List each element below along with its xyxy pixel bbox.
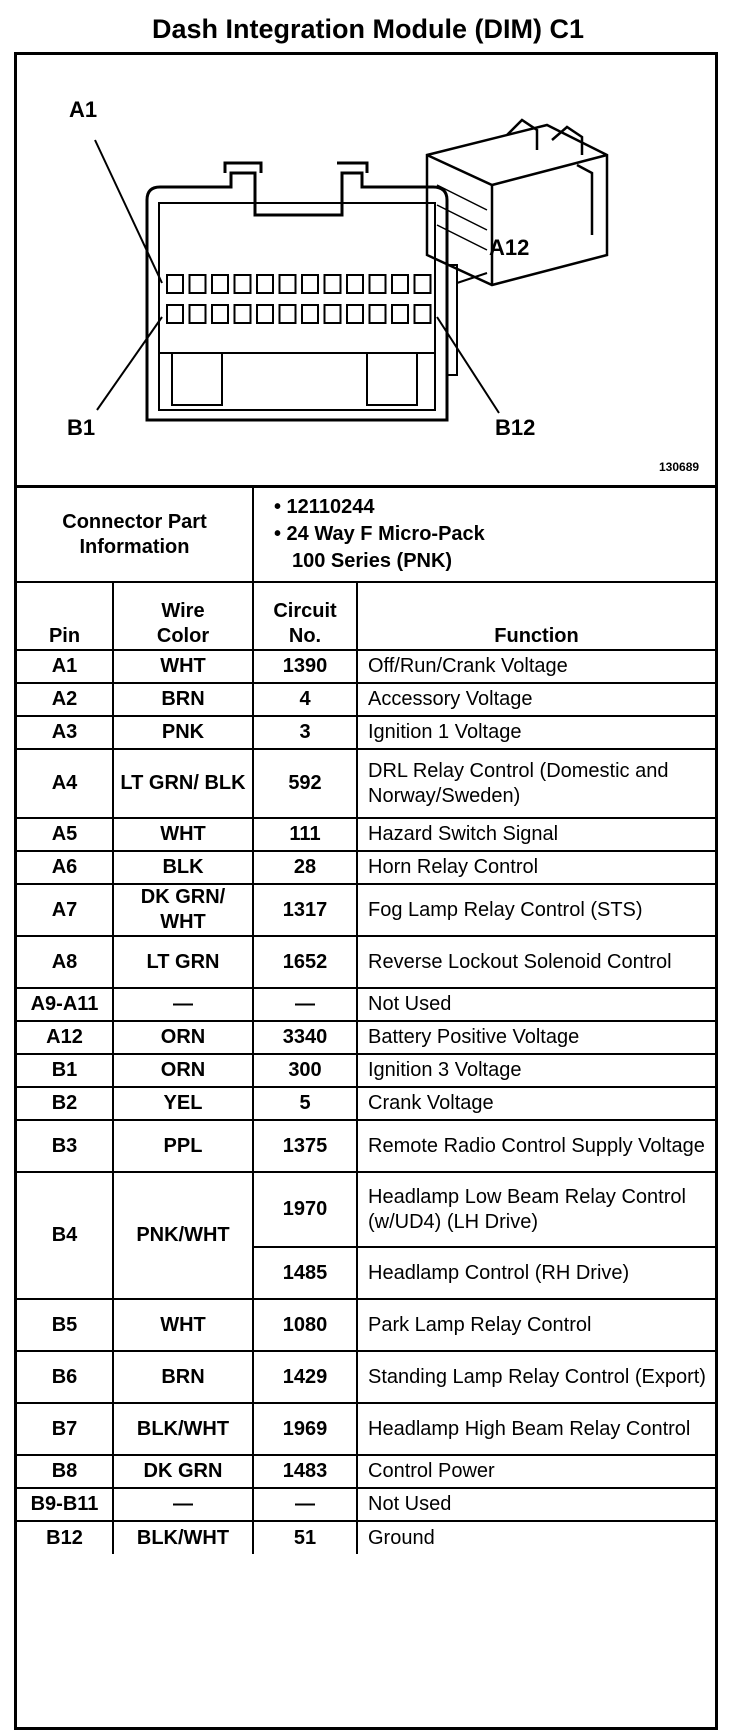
circuit-cell: 3340	[253, 1021, 357, 1054]
function-cell: Battery Positive Voltage	[357, 1021, 715, 1054]
connector-info-row	[17, 488, 715, 582]
cavity-b9	[347, 305, 363, 323]
wire-color-cell: PNK	[113, 716, 253, 749]
part-number: • 12110244	[274, 496, 375, 518]
table-row	[17, 749, 715, 818]
cavity-a11	[392, 275, 408, 293]
wire-color-cell: PPL	[113, 1120, 253, 1172]
circuit-cell: 1317	[253, 884, 357, 936]
pin-cell: A8	[17, 936, 113, 988]
cavity-a3	[212, 275, 228, 293]
function-cell: Control Power	[357, 1455, 715, 1488]
pin-cell: A1	[17, 650, 113, 683]
connector-label-line1: Connector Part	[62, 510, 207, 533]
connector-series: 100 Series (PNK)	[292, 550, 453, 572]
cavity-b10	[370, 305, 386, 323]
table-row	[17, 1120, 715, 1172]
cavity-b2	[190, 305, 206, 323]
function-cell: Standing Lamp Relay Control (Export)	[357, 1351, 715, 1403]
table-row	[17, 1403, 715, 1455]
cavity-b12	[415, 305, 431, 323]
pin-cell: B1	[17, 1054, 113, 1087]
function-cell: Fog Lamp Relay Control (STS)	[357, 884, 715, 936]
function-cell: Remote Radio Control Supply Voltage	[357, 1120, 715, 1172]
header-function: Function	[357, 582, 715, 650]
wire-color-cell: WHT	[113, 650, 253, 683]
label-b1: B1	[67, 415, 96, 440]
wire-color-cell: ORN	[113, 1021, 253, 1054]
function-cell: Crank Voltage	[357, 1087, 715, 1120]
circuit-cell: 1970	[253, 1172, 357, 1247]
circuit-cell: 51	[253, 1521, 357, 1554]
function-cell: Horn Relay Control	[357, 851, 715, 884]
wire-color-cell: BRN	[113, 1351, 253, 1403]
cavity-b6	[280, 305, 296, 323]
pin-cell: A12	[17, 1021, 113, 1054]
wire-color-cell: —	[113, 988, 253, 1021]
circuit-cell: 1652	[253, 936, 357, 988]
circuit-cell: 3	[253, 716, 357, 749]
wire-color-cell: BLK/WHT	[113, 1521, 253, 1554]
pin-cell: B8	[17, 1455, 113, 1488]
wire-color-cell: LT GRN/ BLK	[113, 749, 253, 818]
function-cell: Headlamp Low Beam Relay Control (w/UD4) (LH Drive)	[357, 1172, 715, 1247]
function-cell: Hazard Switch Signal	[357, 818, 715, 851]
wire-color-cell: WHT	[113, 1299, 253, 1351]
cavity-a7	[302, 275, 318, 293]
cavity-a9	[347, 275, 363, 293]
circuit-cell: 1375	[253, 1120, 357, 1172]
function-cell: Ignition 1 Voltage	[357, 716, 715, 749]
table-row	[17, 1021, 715, 1054]
connector-type: • 24 Way F Micro-Pack	[274, 523, 485, 545]
circuit-cell: 1485	[253, 1247, 357, 1299]
table-row	[17, 1455, 715, 1488]
wire-color-cell: YEL	[113, 1087, 253, 1120]
pin-cell: B9-B11	[17, 1488, 113, 1521]
pin-cell: B12	[17, 1521, 113, 1554]
table-row	[17, 1521, 715, 1554]
header-pin: Pin	[17, 582, 113, 650]
pin-cell: B7	[17, 1403, 113, 1455]
cavity-a8	[325, 275, 341, 293]
connector-part-info	[253, 488, 715, 582]
table-row	[17, 650, 715, 683]
table-row	[17, 884, 715, 936]
header-wire-color: Wire Color	[113, 582, 253, 650]
circuit-cell: 1483	[253, 1455, 357, 1488]
wire-color-cell: BLK	[113, 851, 253, 884]
wire-color-cell: BLK/WHT	[113, 1403, 253, 1455]
cavity-b7	[302, 305, 318, 323]
circuit-cell: 1390	[253, 650, 357, 683]
cavity-a5	[257, 275, 273, 293]
circuit-cell: —	[253, 988, 357, 1021]
pin-cell: A6	[17, 851, 113, 884]
circuit-cell: 300	[253, 1054, 357, 1087]
function-cell: Not Used	[357, 1488, 715, 1521]
pin-cell: B3	[17, 1120, 113, 1172]
pin-cell: B2	[17, 1087, 113, 1120]
connector-body-outline	[147, 173, 447, 420]
cavity-b8	[325, 305, 341, 323]
function-cell: Ground	[357, 1521, 715, 1554]
cavity-a2	[190, 275, 206, 293]
cavity-b4	[235, 305, 251, 323]
wire-color-cell: ORN	[113, 1054, 253, 1087]
wire-color-cell: DK GRN	[113, 1455, 253, 1488]
table-row	[17, 716, 715, 749]
wire-color-cell: LT GRN	[113, 936, 253, 988]
label-a1: A1	[69, 97, 98, 122]
table-row	[17, 851, 715, 884]
cavity-b11	[392, 305, 408, 323]
pin-cell: A9-A11	[17, 988, 113, 1021]
wire-color-cell: —	[113, 1488, 253, 1521]
label-a12: A12	[489, 235, 530, 260]
table-row	[17, 1299, 715, 1351]
connector-inner-outline	[159, 203, 435, 410]
table-row	[17, 1087, 715, 1120]
circuit-cell: 5	[253, 1087, 357, 1120]
pin-cell: A5	[17, 818, 113, 851]
circuit-cell: 1429	[253, 1351, 357, 1403]
pin-cell: B5	[17, 1299, 113, 1351]
cavity-a10	[370, 275, 386, 293]
circuit-cell: 592	[253, 749, 357, 818]
function-cell: Headlamp Control (RH Drive)	[357, 1247, 715, 1299]
table-row	[17, 1054, 715, 1087]
function-cell: Ignition 3 Voltage	[357, 1054, 715, 1087]
connector-label-line2: Information	[79, 535, 190, 558]
table-row	[17, 1172, 715, 1247]
pinout-table	[17, 488, 715, 1554]
wire-color-cell: DK GRN/ WHT	[113, 884, 253, 936]
cavity-b1	[167, 305, 183, 323]
table-row	[17, 936, 715, 988]
pin-cell: B4	[17, 1172, 113, 1299]
circuit-cell: 111	[253, 818, 357, 851]
pin-cell: A3	[17, 716, 113, 749]
document-frame	[14, 52, 718, 1730]
cavity-a4	[235, 275, 251, 293]
pin-cell: A7	[17, 884, 113, 936]
function-cell: Off/Run/Crank Voltage	[357, 650, 715, 683]
cavity-a1	[167, 275, 183, 293]
page-title: Dash Integration Module (DIM) C1	[152, 14, 584, 44]
function-cell: Park Lamp Relay Control	[357, 1299, 715, 1351]
pin-cell: B6	[17, 1351, 113, 1403]
label-b12: B12	[495, 415, 536, 440]
cavity-b5	[257, 305, 273, 323]
figure-id: 130689	[659, 460, 700, 474]
wire-color-cell: WHT	[113, 818, 253, 851]
wire-color-cell: PNK/WHT	[113, 1172, 253, 1299]
table-row	[17, 988, 715, 1021]
connector-diagram	[17, 55, 715, 488]
pin-cell: A4	[17, 749, 113, 818]
circuit-cell: 4	[253, 683, 357, 716]
function-cell: Headlamp High Beam Relay Control	[357, 1403, 715, 1455]
circuit-cell: —	[253, 1488, 357, 1521]
header-circuit: Circuit No.	[253, 582, 357, 650]
function-cell: Not Used	[357, 988, 715, 1021]
pin-cell: A2	[17, 683, 113, 716]
header-row	[17, 582, 715, 650]
wire-color-cell: BRN	[113, 683, 253, 716]
function-cell: Reverse Lockout Solenoid Control	[357, 936, 715, 988]
cavity-b3	[212, 305, 228, 323]
table-row	[17, 1351, 715, 1403]
cavity-a6	[280, 275, 296, 293]
connector-part-label	[17, 488, 253, 582]
circuit-cell: 28	[253, 851, 357, 884]
circuit-cell: 1969	[253, 1403, 357, 1455]
function-cell: DRL Relay Control (Domestic and Norway/Sweden)	[357, 749, 715, 818]
circuit-cell: 1080	[253, 1299, 357, 1351]
connector-drawing	[17, 55, 715, 485]
table-row	[17, 683, 715, 716]
function-cell: Accessory Voltage	[357, 683, 715, 716]
table-row	[17, 818, 715, 851]
cavity-a12	[415, 275, 431, 293]
table-row	[17, 1488, 715, 1521]
